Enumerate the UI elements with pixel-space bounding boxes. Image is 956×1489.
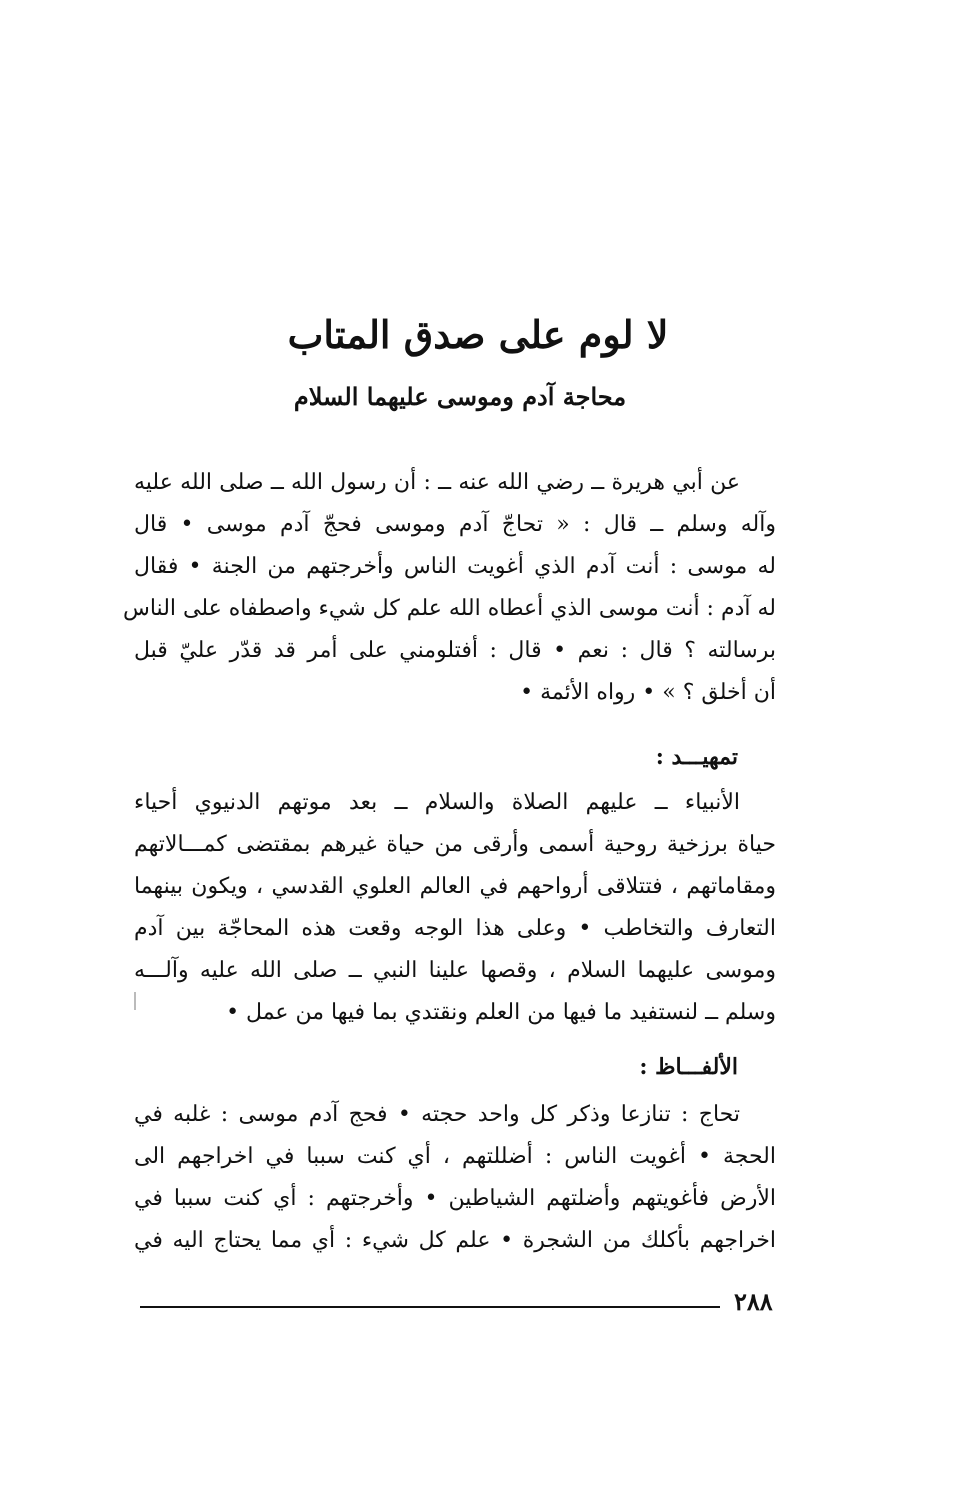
text-line: الحجة • أغويت الناس : أضللتهم ، أي كنت سببا في اخراجهم الى xyxy=(134,1144,776,1169)
intro-heading: تمهيـــد : xyxy=(655,744,738,770)
page-number: ٢٨٨ xyxy=(734,1287,773,1316)
text-line: له موسى : أنت آدم الذي أغويت الناس وأخرجتهم من الجنة • فقال xyxy=(134,554,776,579)
intro-paragraph xyxy=(134,782,776,1034)
text-line: التعارف والتخاطب • وعلى هذا الوجه وقعت هذه المحاجّة بين آدم xyxy=(134,916,776,941)
text-line: وآله وسلم ــ قال : « تحاجّ آدم وموسى فحجّ آدم موسى • قال xyxy=(134,512,776,537)
text-line: تحاج : تنازعا وذكر كل واحد حجته • فحج آدم موسى : غلبه في xyxy=(134,1102,740,1127)
chapter-subtitle: محاجة آدم وموسى عليهما السلام xyxy=(293,382,627,411)
footer-rule xyxy=(140,1306,720,1308)
hadith-paragraph xyxy=(123,462,776,714)
chapter-title: لا لوم على صدق المتاب xyxy=(287,312,669,357)
text-line: الأرض فأغويتهم وأضلتهم الشياطين • وأخرجتهم : أي كنت سببا في xyxy=(134,1186,776,1211)
text-line: اخراجهم بأكلك من الشجرة • علم كل شيء : أي مما يحتاج اليه في xyxy=(134,1228,776,1253)
vocabulary-paragraph xyxy=(134,1094,776,1262)
text-line: ومقاماتهم ، فتتلاقى أرواحهم في العالم العلوي القدسي ، ويكون بينهما xyxy=(134,874,776,899)
text-line: الأنبياء ــ عليهم الصلاة والسلام ــ بعد موتهم الدنيوي أحياء xyxy=(134,790,740,815)
text-line: أن أخلق ؟ » • رواه الأئمة • xyxy=(520,680,776,705)
text-line: له آدم : أنت موسى الذي أعطاه الله علم كل شيء واصطفاه على الناس xyxy=(123,596,776,621)
text-line: عن أبي هريرة ــ رضي الله عنه ــ : أن رسول الله ــ صلى الله عليه xyxy=(134,470,740,495)
text-line: حياة برزخية روحية أسمى وأرقى من حياة غيرهم بمقتضى كمـــالاتهم xyxy=(134,832,776,857)
text-line: وموسى عليهما السلام ، وقصها علينا النبي ــ صلى الله عليه وآلـــه xyxy=(134,958,776,983)
text-line: برسالته ؟ قال : نعم • قال : أفتلومني على أمر قد قدّر عليّ قبل xyxy=(134,638,776,663)
scan-artifact xyxy=(134,992,136,1010)
vocabulary-heading: الألفـــاظ : xyxy=(639,1054,738,1080)
text-line: وسلم ــ لنستفيد ما فيها من العلم ونقتدي بما فيها من عمل • xyxy=(226,1000,776,1025)
